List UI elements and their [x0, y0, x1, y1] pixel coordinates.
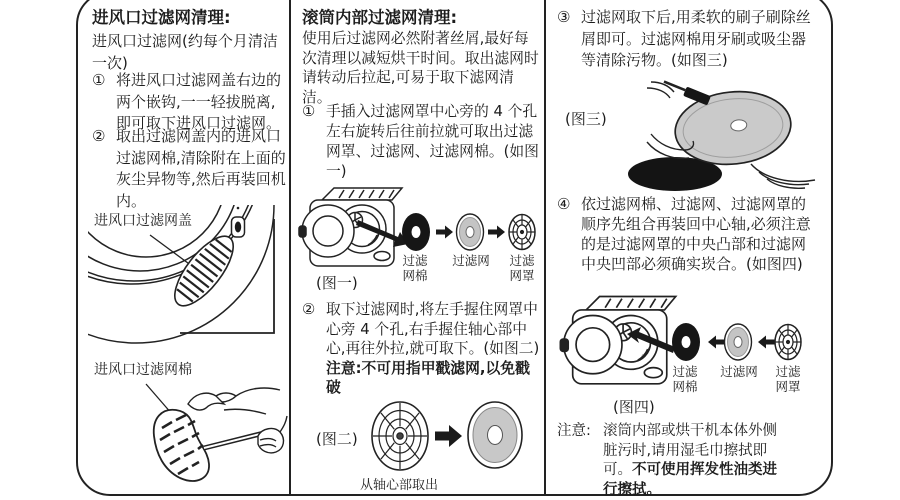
filter-cover-disc-label: 过滤网罩 [775, 364, 801, 394]
step-number: ② [302, 301, 316, 318]
step-text: 将进风口过滤网盖右边的两个嵌钩,一一轻拔脱离,即可取下进风口过滤网。 [116, 71, 282, 132]
step-text: 手插入过滤网罩中心旁的 4 个孔左右旋转后往前拉就可取出过滤网罩、过滤网、过滤网棉。(如图一) [326, 103, 539, 180]
step-number: ① [92, 71, 106, 89]
filter-cotton-disc-label: 过滤网棉 [402, 253, 428, 283]
left-arrow-icon [708, 336, 725, 349]
hand-top [188, 388, 280, 414]
right-step-3 [557, 7, 819, 72]
step-text: 依过滤网棉、过滤网、过滤网罩的顺序先组合再装回中心轴,必须注意的是过滤网罩的中央凸部和过滤网中央凹部必须确实崁合。(如图四) [581, 195, 811, 273]
figure-4-caption: (图四) [613, 398, 655, 416]
filter-cover-disc-label: 过滤网罩 [509, 253, 535, 283]
figure-1-caption: (图一) [316, 274, 358, 292]
note-text-normal: 滚筒内部或烘干机本体外侧脏污时,请用湿毛巾擦拭即可。 [603, 423, 777, 478]
filter-cover-disc [509, 215, 535, 250]
figure-3-caption: (图三) [565, 110, 607, 128]
left-step-2 [92, 126, 288, 212]
figure-2-note: 从轴心部取出 [360, 478, 439, 493]
step-text: 过滤网取下后,用柔软的刷子刷除丝屑即可。过滤网棉用牙刷或吸尘器等清除污物。(如图三) [581, 8, 811, 69]
middle-column-title: 滚筒内部过滤网清理: [302, 8, 458, 27]
right-arrow-icon [488, 226, 505, 239]
figure-2 [302, 398, 542, 494]
middle-step-1 [302, 102, 544, 182]
step-number: ① [302, 103, 316, 120]
filter-mesh-disc [725, 324, 752, 360]
filter-mesh-disc [457, 214, 484, 250]
filter-mesh-disc [672, 86, 795, 170]
middle-column-intro: 使用后过滤网必然附著丝屑,最好每次清理以减短烘干时间。取出滤网时请转动后拉起,可易于取下滤网清洁。 [302, 30, 539, 106]
left-step-1 [92, 70, 288, 135]
right-note [557, 422, 829, 500]
inlet-cover-label: 进风口过滤网盖 [94, 213, 192, 229]
hand-right [258, 416, 287, 453]
figure-1 [296, 184, 544, 298]
filter-cover-disc [372, 402, 428, 470]
figure-4 [555, 292, 833, 420]
right-step-4 [557, 194, 819, 274]
filter-cotton-disc [402, 213, 430, 251]
figure-3-illustration [555, 80, 831, 192]
middle-step-2 [302, 300, 544, 398]
right-arrow-icon [435, 425, 462, 447]
step-text [326, 300, 544, 398]
cover-latch [232, 217, 245, 237]
left-arrow-icon [758, 336, 775, 349]
filter-cotton-disc [672, 323, 700, 361]
left-column-title: 进风口过滤网清理: [92, 8, 231, 27]
filter-cover-disc [775, 325, 801, 360]
step-warning-bold: 注意:不可用指甲戳滤网,以免戳破 [326, 359, 530, 396]
inlet-cotton-label: 进风口过滤网棉 [94, 362, 192, 378]
step-number: ④ [557, 195, 571, 213]
dryer-illustration [299, 188, 402, 266]
step-text-normal: 取下过滤网时,将左手握住网罩中心旁 4 个孔,右手握住轴心部中心,再往外拉,就可取下。(如图二) [326, 301, 540, 357]
step-number: ③ [557, 8, 571, 26]
figure-inlet-cover [88, 205, 288, 351]
filter-mesh-disc [468, 402, 522, 468]
note-warning-bold: 不可使用挥发性油类进行擦拭。 [603, 462, 777, 498]
column-divider-right [544, 0, 546, 495]
figure-3 [555, 80, 831, 192]
filter-mesh-disc-label: 过滤网 [452, 253, 490, 268]
note-text [603, 422, 787, 500]
left-column-intro: 进风口过滤网(约每个月清洁一次) [92, 32, 278, 72]
figure-2-caption: (图二) [316, 430, 358, 448]
filter-cotton-disc-label: 过滤网棉 [672, 364, 698, 394]
step-number: ② [92, 127, 106, 145]
column-divider-left [289, 0, 291, 495]
note-label: 注意: [557, 423, 591, 439]
filter-cover-arcs [751, 164, 815, 188]
step-text: 取出过滤网盖内的进风口过滤网棉,清除附在上面的灰尘异物等,然后再装回机内。 [116, 127, 286, 210]
filter-mesh-disc-label: 过滤网 [720, 364, 758, 379]
inlet-grille [165, 227, 244, 314]
brush [662, 80, 711, 106]
right-arrow-icon [436, 226, 453, 239]
figure-inlet-cotton [88, 352, 288, 498]
